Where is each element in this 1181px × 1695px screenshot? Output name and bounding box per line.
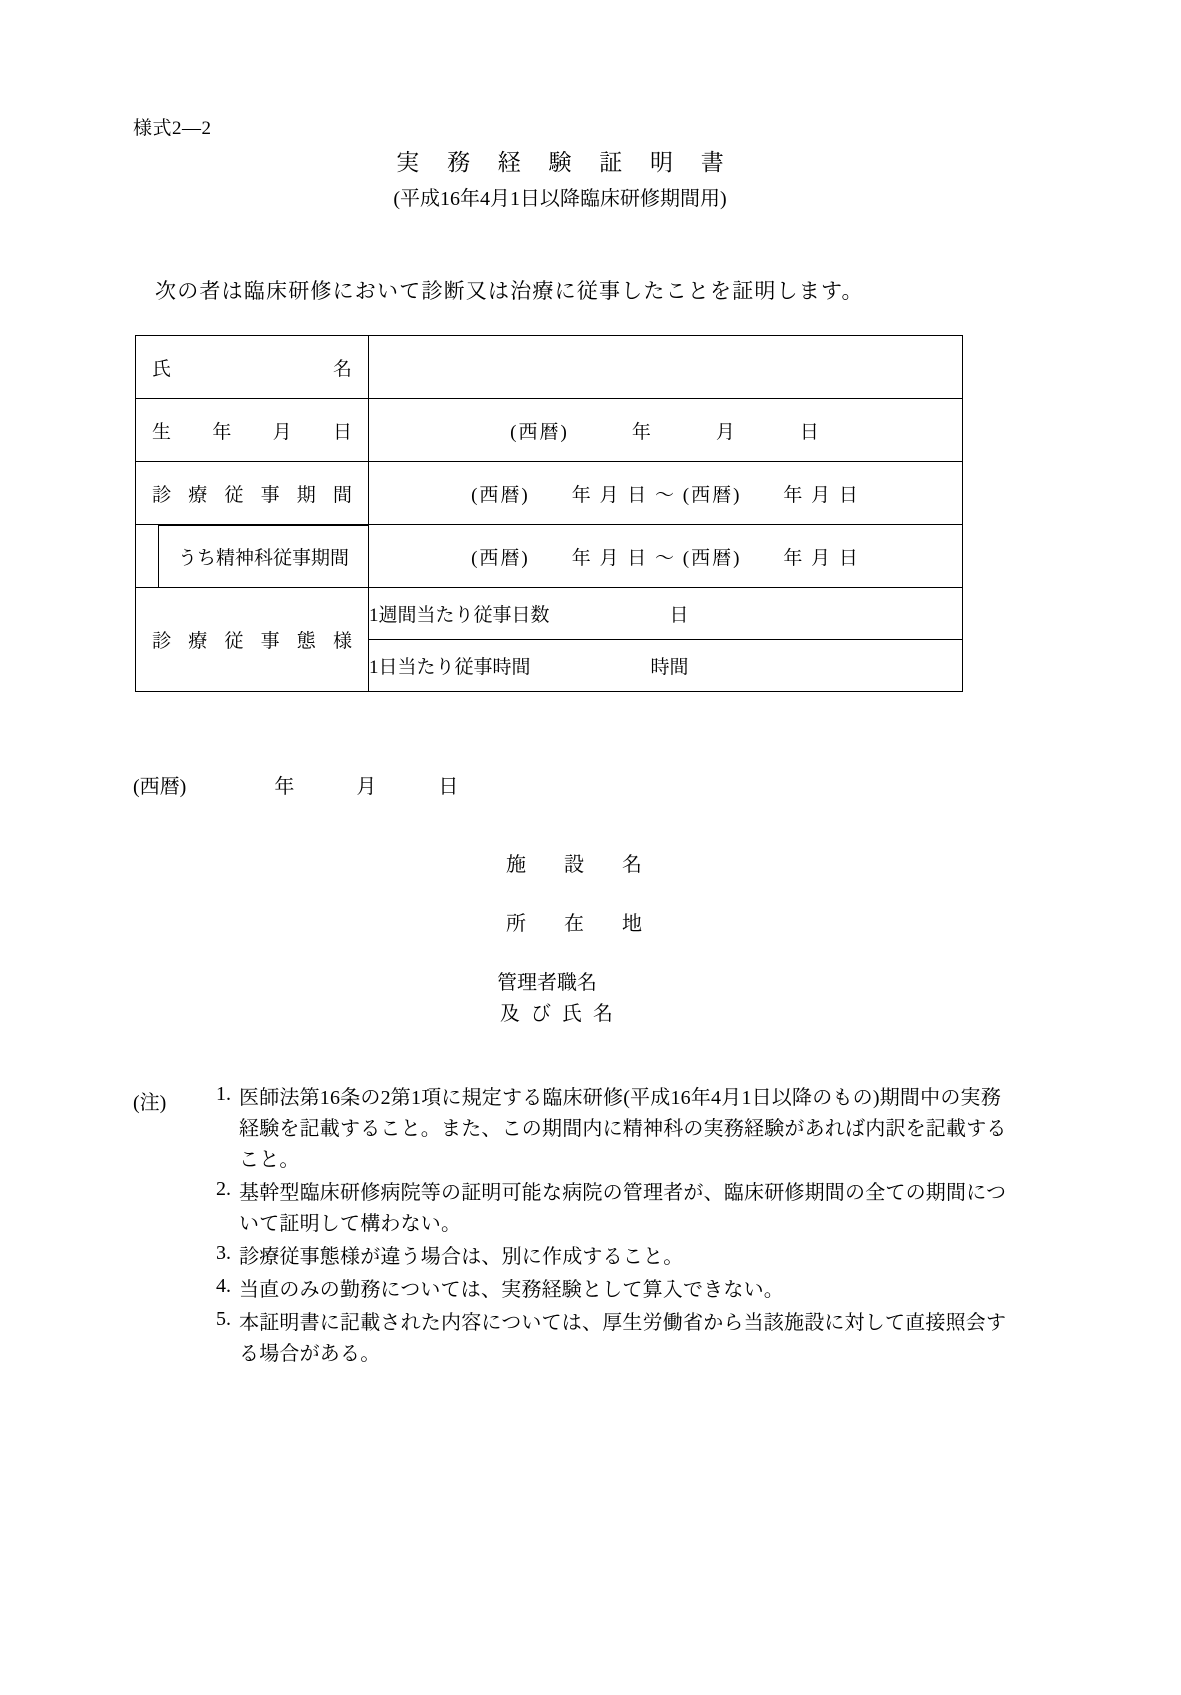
- name-label: 氏 名: [152, 358, 352, 380]
- birth-value: (西暦) 年 月 日: [510, 421, 821, 443]
- birth-label: 生 年 月 日: [152, 421, 352, 443]
- notes-list: [133, 1083, 1033, 1370]
- note-number: 5.: [216, 1308, 231, 1330]
- certificate-table: [135, 335, 963, 692]
- name-value-cell[interactable]: [369, 336, 963, 399]
- note-number: 4.: [216, 1275, 231, 1297]
- mode-hours-label: 1日当たり従事時間: [369, 657, 531, 678]
- note-text: 医師法第16条の2第1項に規定する臨床研修(平成16年4月1日以降のもの)期間中の実務経験を記載すること。また、この期間内に精神科の実務経験があれば内訳を記載すること。: [239, 1087, 1007, 1171]
- table-row-psychiatry-period: [136, 525, 963, 588]
- note-item: [133, 1242, 1033, 1273]
- note-text: 本証明書に記載された内容については、厚生労働省から当該施設に対して直接照会する場合がある。: [239, 1312, 1007, 1365]
- period-label: 診 療 従 事 期 間: [152, 484, 352, 506]
- period-value: (西暦) 年 月 日 ～ (西暦) 年 月 日: [471, 484, 860, 506]
- table-row-name: [136, 336, 963, 399]
- note-number: 3.: [216, 1242, 231, 1264]
- note-item: [133, 1083, 1033, 1176]
- document-subtitle: (平成16年4月1日以降臨床研修期間用): [393, 188, 727, 210]
- note-number: 1.: [216, 1083, 231, 1105]
- mode-label: 診 療 従 事 態 様: [152, 631, 352, 652]
- issue-date-era: (西暦): [133, 776, 187, 798]
- note-number: 2.: [216, 1178, 231, 1200]
- mode-days-unit: 日: [669, 605, 689, 626]
- form-code: 様式2―2: [133, 118, 212, 139]
- table-row-period: [136, 462, 963, 525]
- psychiatry-label: うち精神科従事期間: [177, 548, 349, 569]
- facility-name-label: 施 設 名: [506, 854, 651, 876]
- period-label-cell: [136, 462, 369, 525]
- mode-days-label: 1週間当たり従事日数: [369, 605, 550, 626]
- issue-date-year-label: 年: [274, 776, 295, 798]
- name-label-cell: [136, 336, 369, 399]
- psychiatry-label-cell: [136, 525, 369, 588]
- period-value-cell[interactable]: [369, 462, 963, 525]
- psychiatry-value: (西暦) 年 月 日 ～ (西暦) 年 月 日: [471, 547, 860, 569]
- facility-address-label: 所 在 地: [506, 913, 651, 935]
- table-row-mode-days: [136, 588, 963, 640]
- notes-section: [133, 1083, 1033, 1372]
- signature-block: [497, 848, 651, 1026]
- mode-hours-wrapper: [369, 657, 689, 678]
- manager-name-label: 及 び 氏 名: [500, 1003, 616, 1025]
- note-item: [133, 1178, 1033, 1240]
- psychiatry-label-box: [158, 525, 368, 587]
- notes-heading: (注): [133, 1092, 167, 1114]
- note-item: [133, 1275, 1033, 1306]
- document-title: 実 務 経 験 証 明 書: [396, 150, 735, 175]
- note-text: 基幹型臨床研修病院等の証明可能な病院の管理者が、臨床研修期間の全ての期間について証明して構わない。: [239, 1182, 1007, 1235]
- mode-hours-unit: 時間: [650, 657, 689, 678]
- lead-sentence: 次の者は臨床研修において診断又は治療に従事したことを証明します。: [155, 279, 864, 303]
- manager-title-label: 管理者職名: [497, 972, 597, 994]
- note-text: 診療従事態様が違う場合は、別に作成すること。: [239, 1246, 684, 1268]
- table-row-birthdate: [136, 399, 963, 462]
- psychiatry-value-cell[interactable]: [369, 525, 963, 588]
- mode-hours-cell[interactable]: [369, 640, 963, 692]
- birth-label-cell: [136, 399, 369, 462]
- note-item: [133, 1308, 1033, 1370]
- issue-date-month-label: 月: [356, 776, 377, 798]
- note-text: 当直のみの勤務については、実務経験として算入できない。: [239, 1279, 784, 1301]
- mode-days-cell[interactable]: [369, 588, 963, 640]
- issue-date-day-label: 日: [438, 776, 459, 798]
- mode-label-cell: [136, 588, 369, 692]
- issue-date-line[interactable]: [133, 770, 458, 799]
- mode-days-wrapper: [369, 605, 689, 626]
- birth-value-cell[interactable]: [369, 399, 963, 462]
